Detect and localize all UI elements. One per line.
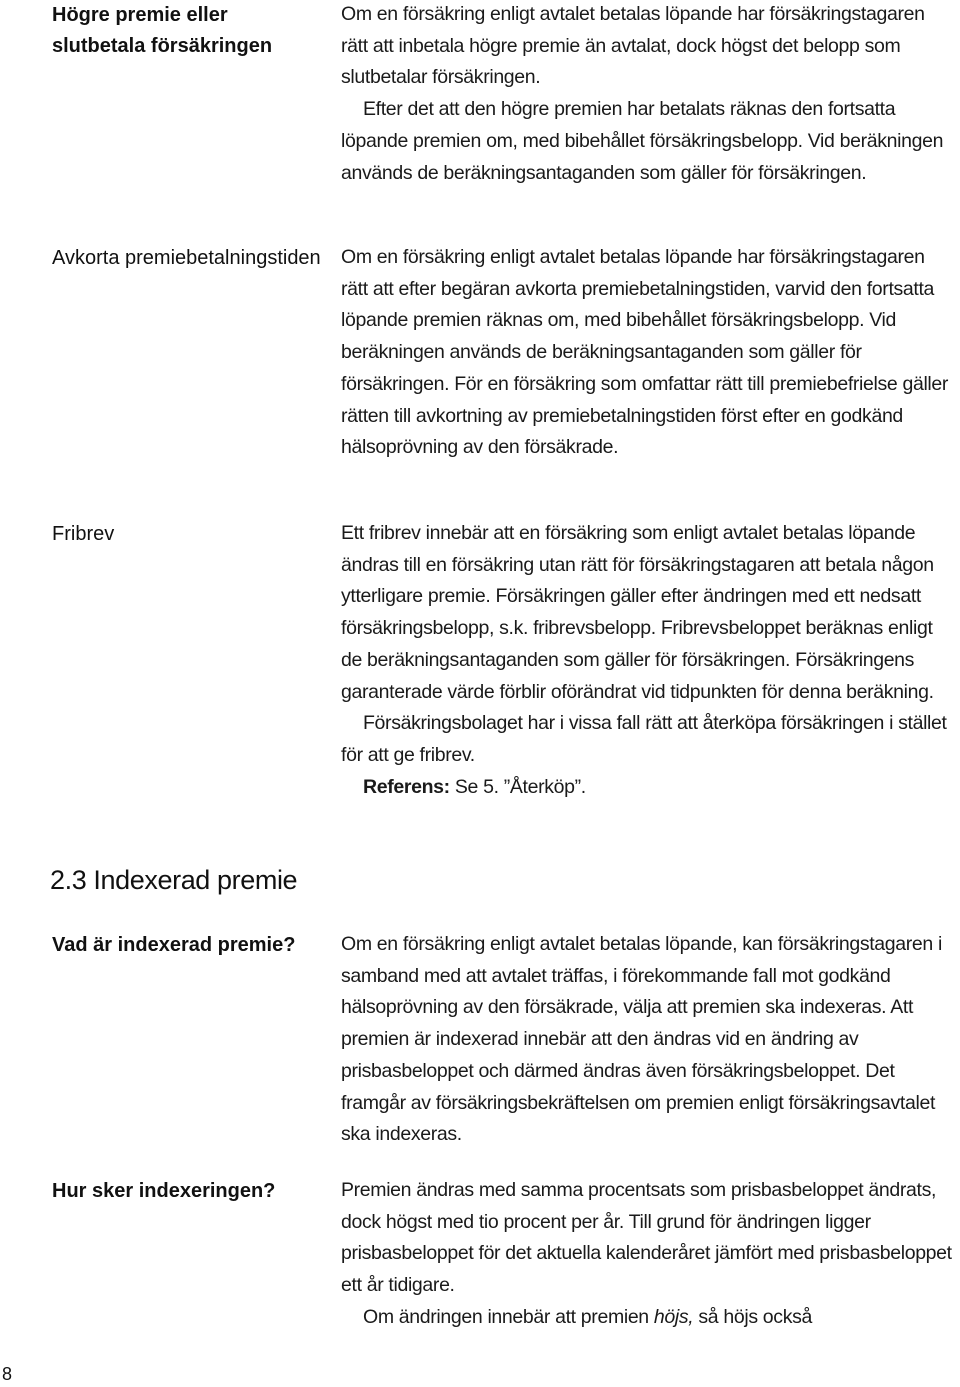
section-body-hur-sker [341,1175,956,1334]
side-label-vad-ar-indexerad: Vad är indexerad premie? [52,934,296,956]
italic-text: höjs, [653,1305,694,1328]
paragraph-partial [341,1302,956,1334]
paragraph: Om en försäkring enligt avtalet betalas löpande har försäkringstagaren rätt att efter begäran avkorta premiebetalningstiden, varvid den fortsatta löpande premien räknas om, med bibehållet försäkringsbelopp. Vid beräkningen används de beräkningsantaganden som gäller för försäkringen. För en försäkring som omfattar rätt till premiebefrielse gäller rätten till avkortning av premiebetalningstiden först efter en godkänd hälsoprövning av den försäkrade. [341,246,949,459]
reference-text: Se 5. ”Återköp”. [449,775,586,798]
section-body-hogre-premie [341,0,956,189]
reference-line [341,772,956,804]
section-heading: 2.3 Indexerad premie [50,865,298,895]
section-body-vad-ar-indexerad [341,929,956,1151]
side-label-hur-sker: Hur sker indexeringen? [52,1180,276,1202]
paragraph: Om en försäkring enligt avtalet betalas löpande har försäkringstagaren rätt att inbetala högre premie än avtalat, dock högst det belopp som slutbetalar försäkringen. [341,3,925,89]
section-body-fribrev [341,518,956,803]
paragraph: Om en försäkring enligt avtalet betalas löpande, kan försäkringstagaren i samband med att avtalet träffas, i förekommande fall mot godkänd hälsoprövning av den försäkrade, välja att premien ska indexeras. Att premien är indexerad innebär att den ändras vid en ändring av prisbasbeloppet och därmed ändras även försäkringsbeloppet. Det framgår av försäkringsbekräftelsen om premien enligt försäkringsavtalet ska indexeras. [341,933,942,1146]
side-label-fribrev: Fribrev [52,523,115,545]
text-span: Om ändringen innebär att premien [363,1305,654,1328]
side-label-hogre-premie: Högre premie eller slutbetala försäkringen [52,4,273,57]
reference-label: Referens: [363,775,450,798]
page-number: 8 [2,1364,13,1384]
paragraph: Premien ändras med samma procentsats som prisbasbeloppet ändrats, dock högst med tio procent per år. Till grund för ändringen ligger prisbasbeloppet för det aktuella kalenderåret jämfört med prisbasbeloppet ett år tidigare. [341,1179,952,1297]
section-body-avkorta [341,242,956,464]
text-span: så höjs också [693,1305,812,1328]
paragraph: Försäkringsbolaget har i vissa fall rätt att återköpa försäkringen i stället för att ge fribrev. [341,712,947,766]
side-label-avkorta: Avkorta premiebetalningstiden [52,247,321,269]
paragraph: Efter det att den högre premien har betalats räknas den fortsatta löpande premien om, med bibehållet försäkringsbelopp. Vid beräkningen används de beräkningsantaganden som gäller för försäkringen. [341,98,944,184]
paragraph: Ett fribrev innebär att en försäkring som enligt avtalet betalas löpande ändras till en försäkring utan rätt för försäkringstagaren att betala någon ytterligare premie. Försäkringen gäller efter ändringen med ett nedsatt försäkringsbelopp, s.k. fribrevsbelopp. Fribrevsbeloppet beräknas enligt de beräkningsantaganden som gäller för försäkringen. Försäkringens garanterade värde förblir oförändrat vid tidpunkten för denna beräkning. [341,522,934,703]
